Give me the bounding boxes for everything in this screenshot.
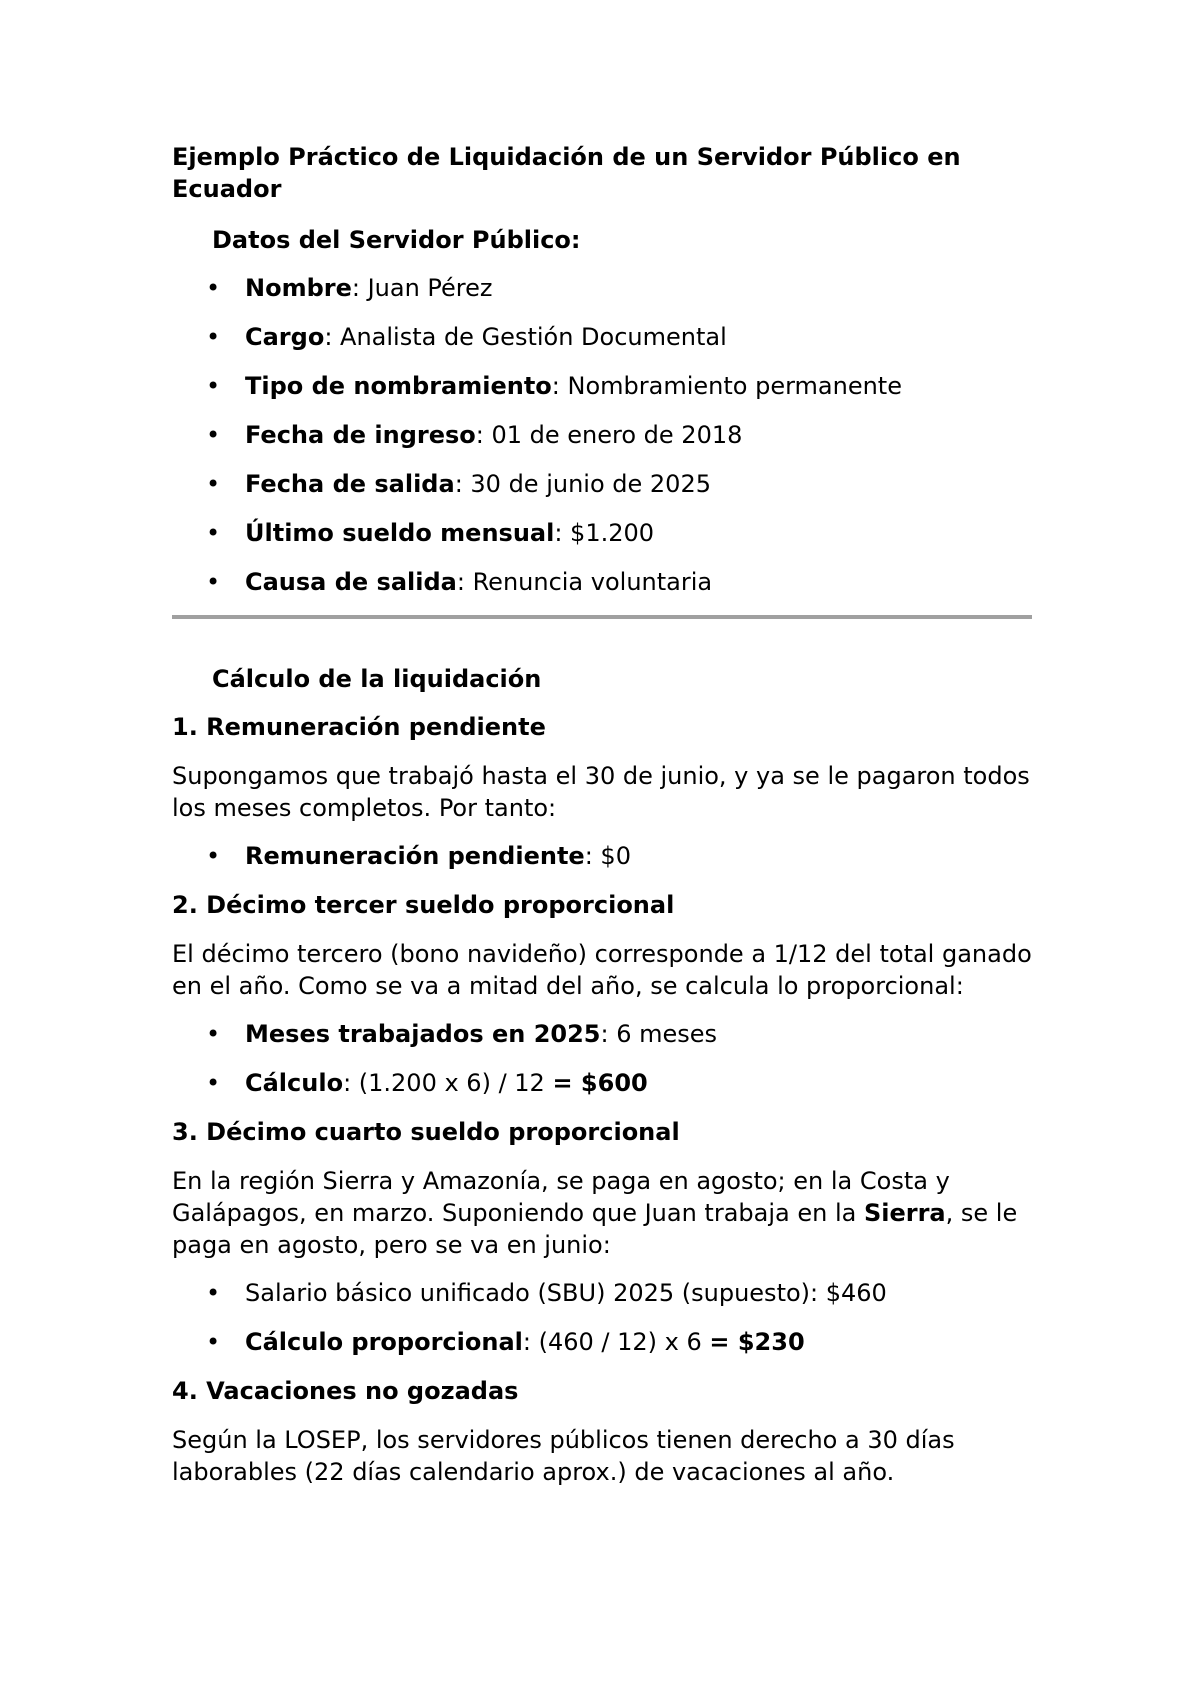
bullet-icon: • xyxy=(206,842,221,870)
item-value: : (460 / 12) x 6 xyxy=(522,1328,710,1356)
item-label: Causa de salida xyxy=(245,568,457,596)
bullet-icon: • xyxy=(206,274,221,302)
item-result: = $600 xyxy=(552,1069,648,1097)
bullet-icon: • xyxy=(206,519,221,547)
datos-heading: Datos del Servidor Público: xyxy=(212,226,581,254)
section-3-paragraph xyxy=(172,1165,1040,1261)
horizontal-divider xyxy=(172,615,1032,619)
bullet-icon: • xyxy=(206,568,221,596)
document-title: Ejemplo Práctico de Liquidación de un Servidor Público en Ecuador xyxy=(172,143,961,203)
item-result: = $230 xyxy=(709,1328,805,1356)
item-value: : Renuncia voluntaria xyxy=(456,568,713,596)
list-item xyxy=(172,272,1040,304)
list-item xyxy=(172,1326,1040,1358)
section-1-paragraph: Supongamos que trabajó hasta el 30 de junio, y ya se le pagaron todos los meses completos. Por tanto: xyxy=(172,762,1030,822)
item-label: Tipo de nombramiento xyxy=(245,372,552,400)
section-1-list xyxy=(172,840,1040,872)
calculo-heading: Cálculo de la liquidación xyxy=(212,665,542,693)
bullet-icon: • xyxy=(206,1328,221,1356)
list-item xyxy=(172,1277,1040,1309)
item-value: : $1.200 xyxy=(554,519,655,547)
list-item xyxy=(172,517,1040,549)
item-value: : $0 xyxy=(584,842,631,870)
list-item xyxy=(172,1018,1040,1050)
item-value: : (1.200 x 6) / 12 xyxy=(343,1069,553,1097)
item-label: Remuneración pendiente xyxy=(245,842,585,870)
bullet-icon: • xyxy=(206,421,221,449)
list-item xyxy=(172,468,1040,500)
item-label: Fecha de ingreso xyxy=(245,421,476,449)
section-2-list xyxy=(172,1018,1040,1099)
item-value: : 30 de junio de 2025 xyxy=(454,470,711,498)
item-value: : Nombramiento permanente xyxy=(551,372,902,400)
section-3-list xyxy=(172,1277,1040,1358)
item-label: Cálculo xyxy=(245,1069,344,1097)
bullet-icon: • xyxy=(206,323,221,351)
item-value: : Analista de Gestión Documental xyxy=(324,323,727,351)
section-2-title: 2. Décimo tercer sueldo proporcional xyxy=(172,891,675,919)
section-2-paragraph: El décimo tercero (bono navideño) corresponde a 1/12 del total ganado en el año. Como se va a mitad del año, se calcula lo proporcional: xyxy=(172,940,1032,1000)
section-1-title: 1. Remuneración pendiente xyxy=(172,713,546,741)
paragraph-text: En la región Sierra y Amazonía, se paga en agosto; en la Costa y Galápagos, en marzo. Suponiendo que Juan trabaja en la xyxy=(172,1167,950,1227)
list-item xyxy=(172,566,1040,598)
list-item xyxy=(172,321,1040,353)
item-label: Cálculo proporcional xyxy=(245,1328,523,1356)
section-4-paragraph: Según la LOSEP, los servidores públicos tienen derecho a 30 días laborables (22 días calendario aprox.) de vacaciones al año. xyxy=(172,1426,955,1486)
section-3-title: 3. Décimo cuarto sueldo proporcional xyxy=(172,1118,680,1146)
item-value: : 6 meses xyxy=(600,1020,718,1048)
datos-list xyxy=(172,272,1040,598)
bullet-icon: • xyxy=(206,1020,221,1048)
bullet-icon: • xyxy=(206,372,221,400)
section-4-title: 4. Vacaciones no gozadas xyxy=(172,1377,519,1405)
bullet-icon: • xyxy=(206,1069,221,1097)
item-label: Cargo xyxy=(245,323,325,351)
item-label: Fecha de salida xyxy=(245,470,455,498)
item-value: : 01 de enero de 2018 xyxy=(475,421,743,449)
bullet-icon: • xyxy=(206,1279,221,1307)
item-label: Nombre xyxy=(245,274,352,302)
item-value: : Juan Pérez xyxy=(351,274,493,302)
item-label: Meses trabajados en 2025 xyxy=(245,1020,601,1048)
document-body xyxy=(172,141,1040,1504)
list-item xyxy=(172,419,1040,451)
bullet-icon: • xyxy=(206,470,221,498)
paragraph-bold: Sierra xyxy=(863,1199,946,1227)
item-text: Salario básico unificado (SBU) 2025 (supuesto): $460 xyxy=(245,1279,887,1307)
item-label: Último sueldo mensual xyxy=(245,519,555,547)
paragraph-text: , se le paga en agosto, pero se va en junio: xyxy=(172,1199,1018,1259)
list-item xyxy=(172,1067,1040,1099)
list-item xyxy=(172,840,1040,872)
list-item xyxy=(172,370,1040,402)
